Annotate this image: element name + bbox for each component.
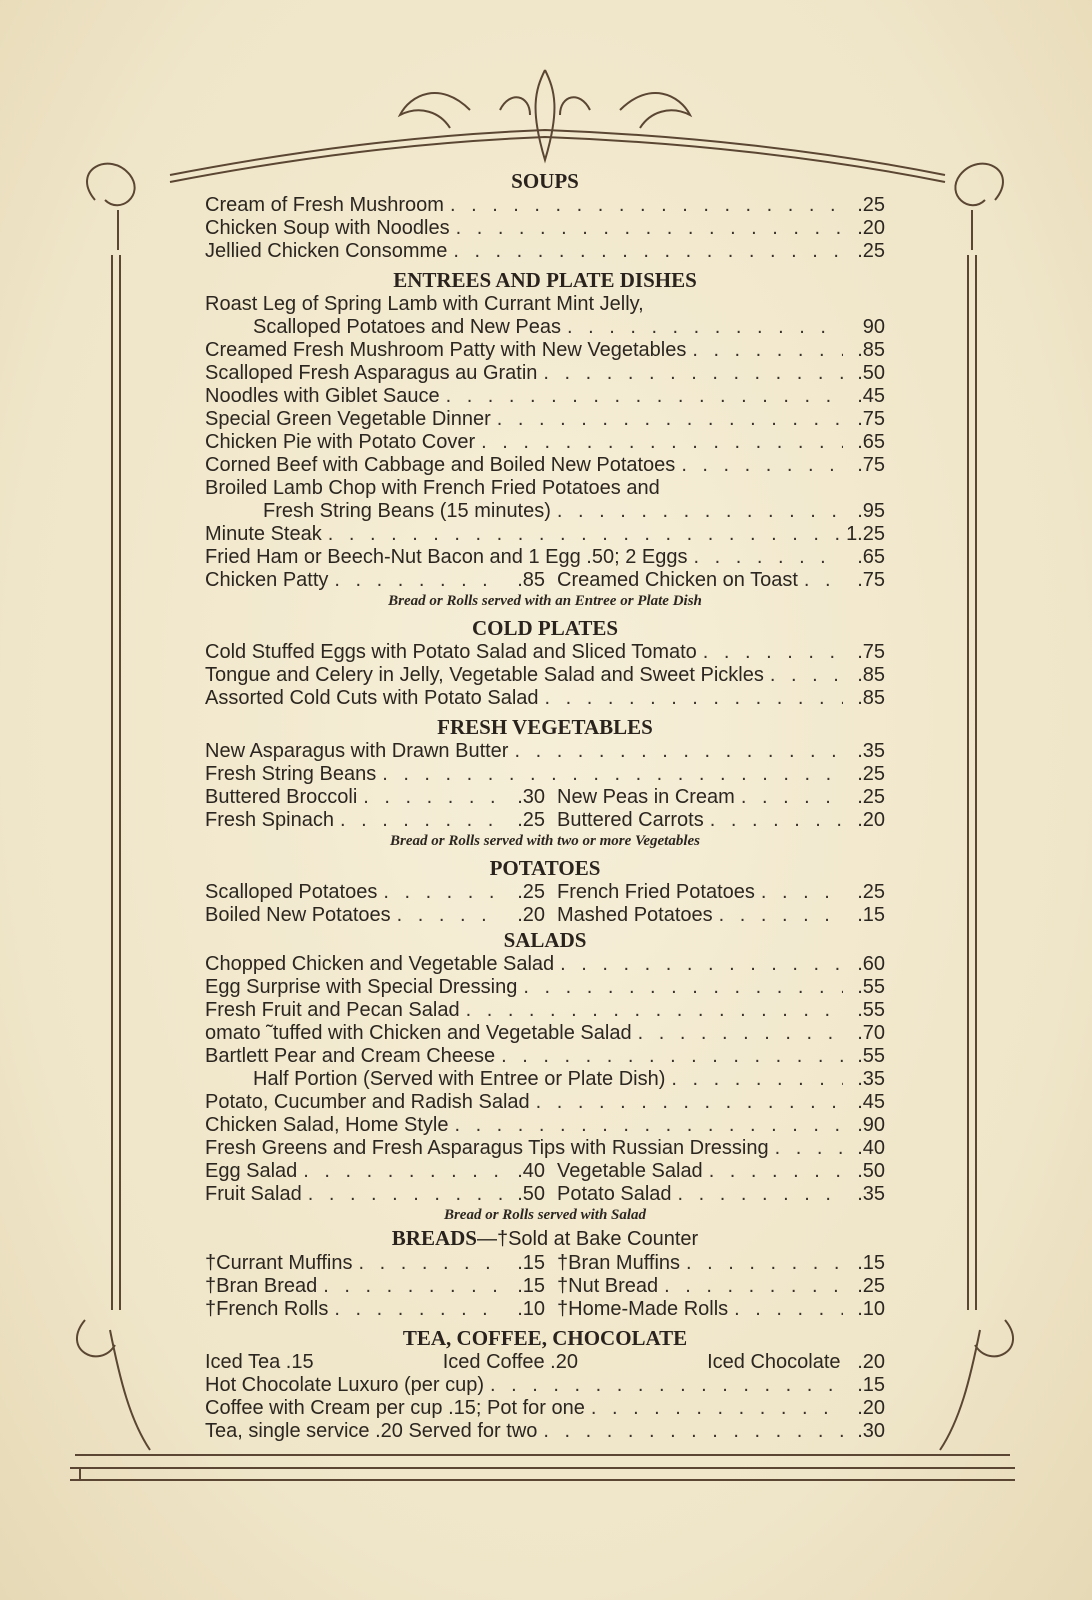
- menu-item: Fresh String Beans (15 minutes) . . . .95: [205, 500, 885, 523]
- menu-item: Bartlett Pear and Cream Cheese . . . .55: [205, 1045, 885, 1068]
- menu-item-pair: Buttered Broccoli . . . .30 New Peas in Cream . . . .25: [205, 786, 885, 809]
- menu-item: Chicken Pie with Potato Cover . . . .65: [205, 431, 885, 454]
- crest-ornament: [400, 70, 690, 160]
- menu-item: Special Green Vegetable Dinner . . . .75: [205, 408, 885, 431]
- bottom-base: [70, 1455, 1015, 1480]
- corner-scroll-tr: [955, 164, 1003, 250]
- menu-item-pair: Fruit Salad . . . .50 Potato Salad . . . .35: [205, 1183, 885, 1206]
- menu-item-pair: Fresh Spinach . . . .25 Buttered Carrots . . . .20: [205, 809, 885, 832]
- menu-item: Assorted Cold Cuts with Potato Salad . . . .85: [205, 687, 885, 710]
- corner-scroll-br: [940, 1320, 1013, 1450]
- menu-item-pair: Scalloped Potatoes . . . .25 French Fried Potatoes . . . .25: [205, 881, 885, 904]
- section-title-entrees: ENTREES AND PLATE DISHES: [393, 268, 697, 292]
- section-title-tea-coffee-chocolate: TEA, COFFEE, CHOCOLATE: [402, 1326, 688, 1350]
- section-title-salads: SALADS: [503, 928, 587, 952]
- menu-item: Potato, Cucumber and Radish Salad . . . .45: [205, 1091, 885, 1114]
- corner-scroll-bl: [77, 1320, 150, 1450]
- menu-item: Cold Stuffed Eggs with Potato Salad and Sliced Tomato . . . .75: [205, 641, 885, 664]
- menu-item: Scalloped Fresh Asparagus au Gratin . . . .50: [205, 362, 885, 385]
- menu-item-pair: Boiled New Potatoes . . . .20 Mashed Potatoes . . . .15: [205, 904, 885, 927]
- section-title-soups: SOUPS: [511, 169, 579, 193]
- menu-item: Half Portion (Served with Entree or Plate Dish) . . . .35: [205, 1068, 885, 1091]
- menu-item-pair: Chicken Patty . . . .85 Creamed Chicken on Toast . . . .75: [205, 569, 885, 592]
- menu-item-pair: †Currant Muffins . . . .15 †Bran Muffins . . . .15: [205, 1252, 885, 1275]
- section-note: Bread or Rolls served with two or more Vegetables: [389, 833, 700, 849]
- menu-item: Fresh Greens and Fresh Asparagus Tips with Russian Dressing . . . .40: [205, 1137, 885, 1160]
- corner-scroll-tl: [87, 164, 135, 250]
- right-rail: [968, 255, 976, 1310]
- section-title-potatoes: POTATOES: [489, 856, 601, 880]
- menu-item: Corned Beef with Cabbage and Boiled New Potatoes . . . .75: [205, 454, 885, 477]
- menu-item: Hot Chocolate Luxuro (per cup) . . . .15: [205, 1374, 885, 1397]
- menu-item: Fresh String Beans . . . .25: [205, 763, 885, 786]
- menu-content: [205, 168, 885, 1443]
- menu-item: Scalloped Potatoes and New Peas . . . 90: [205, 316, 885, 339]
- menu-item-iced-drinks: Iced Tea .15 Iced Coffee .20 Iced Chocolate .20: [205, 1351, 885, 1373]
- section-note: Bread or Rolls served with Salad: [443, 1207, 647, 1223]
- menu-item: Tongue and Celery in Jelly, Vegetable Salad and Sweet Pickles . . . .85: [205, 664, 885, 687]
- menu-item: Noodles with Giblet Sauce . . . .45: [205, 385, 885, 408]
- menu-item: Cream of Fresh Mushroom . . . .25: [205, 194, 885, 217]
- section-title-fresh-vegetables: FRESH VEGETABLES: [437, 715, 653, 739]
- menu-item: Chopped Chicken and Vegetable Salad . . . .60: [205, 953, 885, 976]
- menu-item-pair: †French Rolls . . . .10 †Home-Made Rolls . . . .10: [205, 1298, 885, 1321]
- menu-item: Coffee with Cream per cup .15; Pot for one . . . .20: [205, 1397, 885, 1420]
- left-rail: [112, 255, 120, 1310]
- menu-item: Minute Steak . . . 1.25: [205, 523, 885, 546]
- section-title-cold-plates: COLD PLATES: [471, 616, 619, 640]
- section-note: Bread or Rolls served with an Entree or Plate Dish: [388, 593, 702, 609]
- menu-item: Chicken Salad, Home Style . . . .90: [205, 1114, 885, 1137]
- menu-item-pair: †Bran Bread . . . .15 †Nut Bread . . . .25: [205, 1275, 885, 1298]
- menu-item: Egg Surprise with Special Dressing . . . .55: [205, 976, 885, 999]
- menu-item: Tea, single service .20 Served for two . . . .30: [205, 1420, 885, 1443]
- menu-item-line: Broiled Lamb Chop with French Fried Potatoes and: [205, 477, 660, 499]
- menu-item: omato ˜tuffed with Chicken and Vegetable Salad . . . .70: [205, 1022, 885, 1045]
- menu-item: Jellied Chicken Consomme . . . .25: [205, 240, 885, 263]
- menu-item: Creamed Fresh Mushroom Patty with New Vegetables . . . .85: [205, 339, 885, 362]
- menu-item-pair: Egg Salad . . . .40 Vegetable Salad . . . .50: [205, 1160, 885, 1183]
- menu-item: Fried Ham or Beech-Nut Bacon and 1 Egg .50; 2 Eggs . . . .65: [205, 546, 885, 569]
- menu-item: New Asparagus with Drawn Butter . . . .35: [205, 740, 885, 763]
- menu-item: Chicken Soup with Noodles . . . .20: [205, 217, 885, 240]
- section-title-breads: BREADS—†Sold at Bake Counter: [391, 1226, 699, 1250]
- menu-item-line: Roast Leg of Spring Lamb with Currant Mint Jelly,: [205, 293, 644, 315]
- menu-item: Fresh Fruit and Pecan Salad . . . .55: [205, 999, 885, 1022]
- breads-subtitle: —†Sold at Bake Counter: [476, 1228, 699, 1250]
